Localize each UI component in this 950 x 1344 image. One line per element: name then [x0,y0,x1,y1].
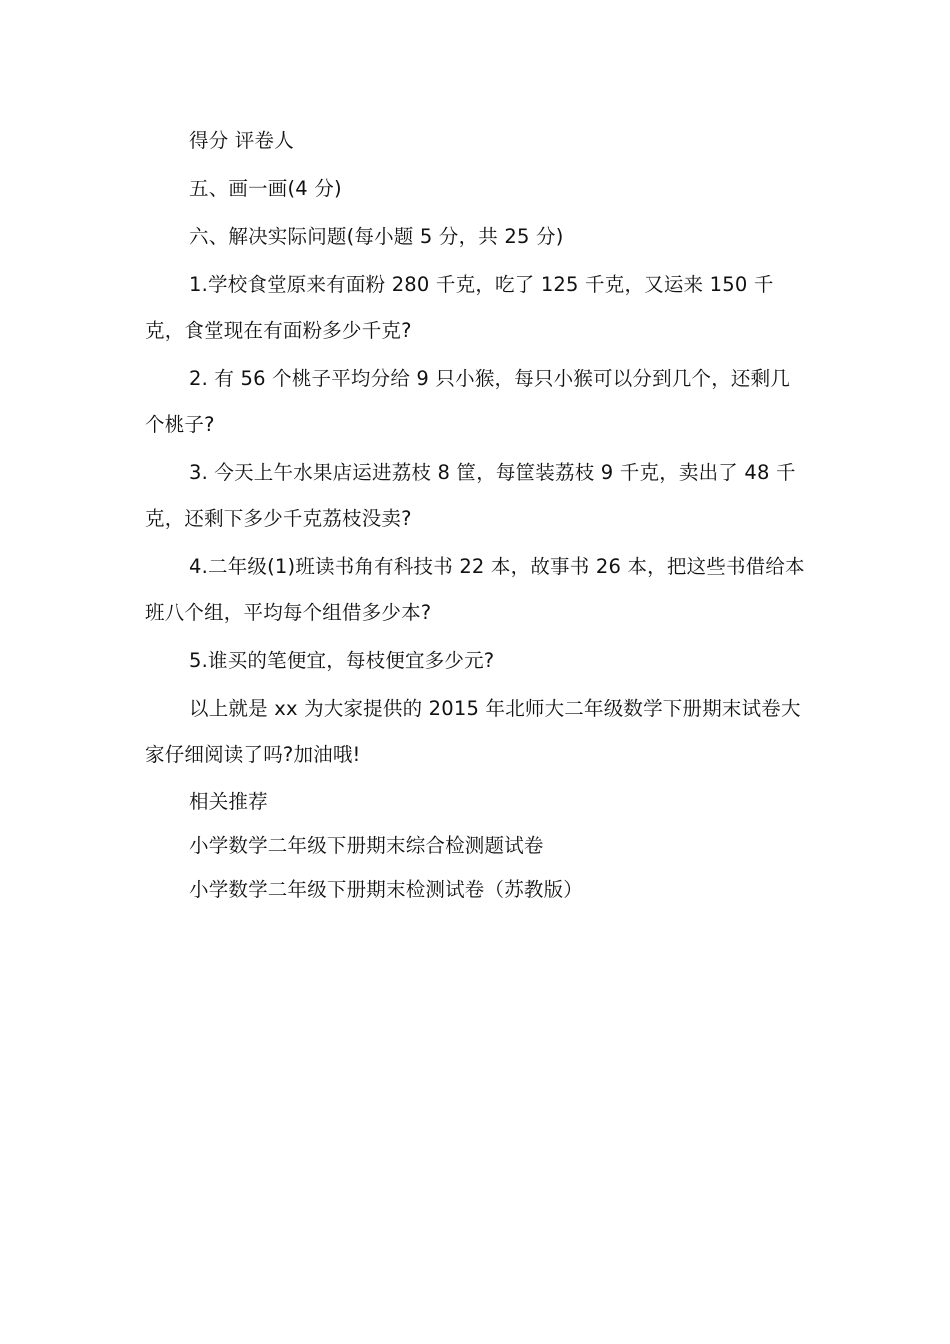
related-link-1[interactable]: 小学数学二年级下册期末综合检测题试卷 [189,834,544,857]
related-link-2[interactable]: 小学数学二年级下册期末检测试卷（苏教版） [189,878,584,901]
score-header: 得分 评卷人 [189,129,294,152]
question-4: 4.二年级(1)班读书角有科技书 22 本，故事书 26 本，把这些书借给本班八个组，平均每个组借多少本? [145,555,805,624]
document-body [145,118,807,912]
section-6-heading: 六、解决实际问题(每小题 5 分，共 25 分) [189,225,564,248]
question-3: 3. 今天上午水果店运进荔枝 8 筐，每筐装荔枝 9 千克，卖出了 48 千克，还剩下多少千克荔枝没卖? [145,461,796,530]
closing-paragraph: 以上就是 xx 为大家提供的 2015 年北师大二年级数学下册期末试卷大家仔细阅读了吗?加油哦! [145,697,801,766]
question-1: 1.学校食堂原来有面粉 280 千克，吃了 125 千克，又运来 150 千克，食堂现在有面粉多少千克? [145,273,774,342]
question-2: 2. 有 56 个桃子平均分给 9 只小猴，每只小猴可以分到几个，还剩几个桃子? [145,367,791,436]
question-5: 5.谁买的笔便宜，每枝便宜多少元? [189,649,495,672]
related-heading: 相关推荐 [189,790,268,813]
section-5-heading: 五、画一画(4 分) [189,177,342,200]
